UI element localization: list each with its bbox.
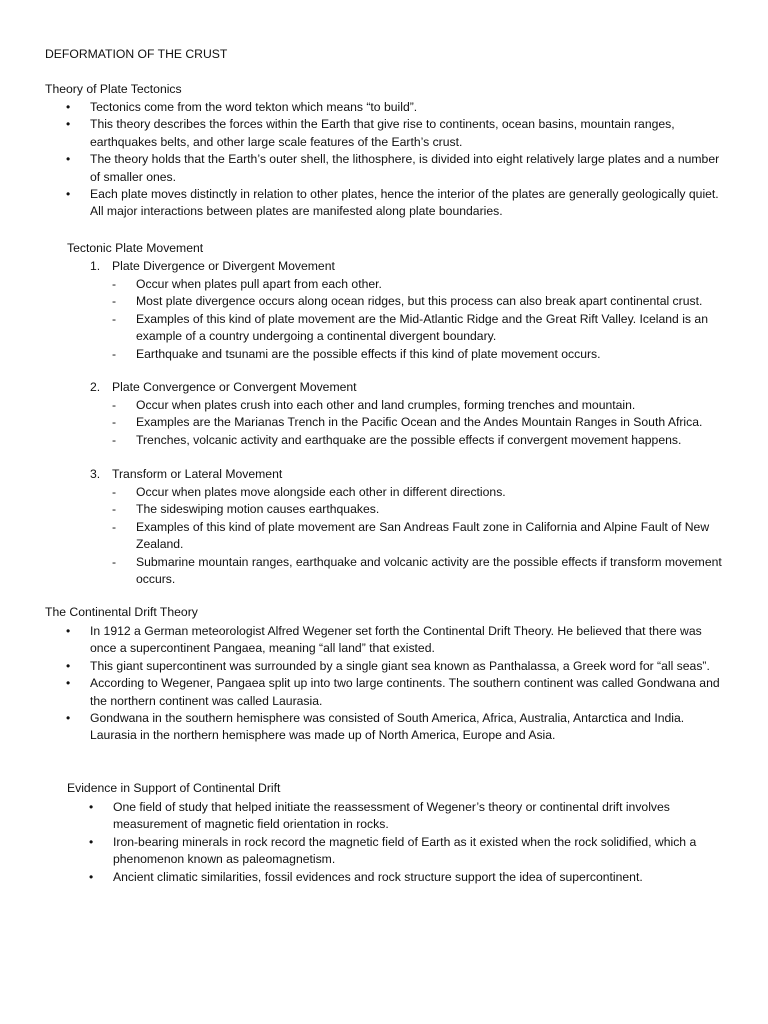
- section-1-title: 1. Plate Divergence or Divergent Movement: [90, 259, 335, 273]
- list-item: • One field of study that helped initiate the reassessment of Wegener’s theory or continental drift involves measurement of magnetic field orientation in rocks.: [89, 800, 670, 832]
- list-item: - Examples of this kind of plate movement are the Mid-Atlantic Ridge and the Great Rift Valley. Iceland is an example of a country undergoing a continental divergent boundary.: [112, 311, 708, 344]
- list-item: • Tectonics come from the word tekton which means “to build”.: [90, 99, 730, 116]
- list-item: • The theory holds that the Earth’s outer shell, the lithosphere, is divided into eight relatively large plates and a number of smaller ones.: [66, 152, 720, 184]
- bullet-marker: •: [66, 658, 71, 673]
- bullet-marker: •: [66, 117, 71, 132]
- list-item: - Trenches, volcanic activity and earthquake are the possible effects if convergent movement happens.: [112, 432, 682, 447]
- bullet-marker: •: [66, 100, 71, 114]
- list-item: • In 1912 a German meteorologist Alfred Wegener set forth the Continental Drift Theory. He believed that there was once a supercontinent Pangaea, meaning “all land” that existed.: [66, 624, 702, 656]
- section-2-list: [112, 397, 736, 449]
- list-item: - The sideswiping motion causes earthquakes.: [112, 502, 380, 517]
- section-3-title: 3. Transform or Lateral Movement: [90, 467, 283, 481]
- bullet-marker: •: [66, 676, 71, 691]
- plate-movement-heading: Tectonic Plate Movement: [67, 241, 204, 255]
- list-item: - Earthquake and tsunami are the possible effects if this kind of plate movement occurs.: [112, 346, 601, 361]
- list-item: - Most plate divergence occurs along ocean ridges, but this process can also break apart continental crust.: [112, 294, 703, 309]
- list-item: • Ancient climatic similarities, fossil evidences and rock structure support the idea of supercontinent.: [113, 869, 728, 886]
- bullet-marker: •: [89, 834, 94, 849]
- bullet-marker: •: [66, 152, 71, 167]
- continental-drift-list: [66, 623, 730, 745]
- section-3-list: [112, 484, 736, 588]
- bullet-marker: •: [89, 869, 94, 884]
- list-item: - Submarine mountain ranges, earthquake and volcanic activity are the possible effects if transform movement occurs.: [112, 554, 722, 587]
- list-item: • Gondwana in the southern hemisphere was consisted of South America, Africa, Australia, Antarctica and India. Laurasia in the northern hemisphere was made up of North America, Europe and Asia.: [66, 711, 685, 743]
- document-title: DEFORMATION OF THE CRUST: [45, 47, 228, 61]
- list-item: • This theory describes the forces within the Earth that give rise to continents, ocean basins, mountain ranges, earthquakes belts, and other large scale features of the Earth’s crust.: [66, 117, 675, 149]
- section-1-list: [112, 276, 736, 363]
- list-item: • This giant supercontinent was surrounded by a single giant sea known as Panthalassa, a Greek word for “all seas”.: [90, 658, 730, 675]
- plate-tectonics-heading: Theory of Plate Tectonics: [45, 82, 182, 96]
- bullet-marker: •: [66, 187, 71, 202]
- bullet-marker: •: [66, 624, 71, 638]
- list-item: - Occur when plates pull apart from each other.: [112, 277, 382, 291]
- bullet-marker: •: [89, 800, 94, 814]
- plate-tectonics-list: [66, 99, 730, 221]
- evidence-list: [89, 799, 728, 886]
- list-item: • Each plate moves distinctly in relation to other plates, hence the interior of the plates are generally geologically quiet. All major interactions between plates are manifested along plate boundaries.: [66, 187, 719, 219]
- list-item: • According to Wegener, Pangaea split up into two large continents. The southern continent was called Gondwana and the northern continent was called Laurasia.: [66, 676, 720, 708]
- list-item: - Occur when plates crush into each other and land crumples, forming trenches and mountain.: [112, 398, 636, 412]
- continental-drift-heading: The Continental Drift Theory: [45, 605, 198, 619]
- evidence-heading: Evidence in Support of Continental Drift: [67, 781, 281, 795]
- list-item: - Occur when plates move alongside each other in different directions.: [112, 485, 506, 499]
- list-item: - Examples are the Marianas Trench in the Pacific Ocean and the Andes Mountain Ranges in South Africa.: [112, 415, 703, 430]
- section-2-title: 2. Plate Convergence or Convergent Movement: [90, 380, 357, 394]
- bullet-marker: •: [66, 711, 71, 726]
- list-item: - Examples of this kind of plate movement are San Andreas Fault zone in California and Alpine Fault of New Zealand.: [112, 519, 710, 552]
- list-item: • Iron-bearing minerals in rock record the magnetic field of Earth as it existed when the rock solidified, which a phenomenon known as paleomagnetism.: [89, 834, 697, 867]
